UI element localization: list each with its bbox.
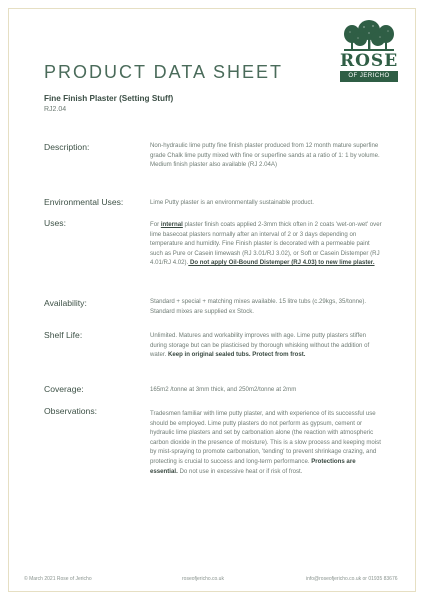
product-code: RJ2.04 [44, 106, 67, 113]
shelf-life-text [150, 331, 384, 360]
coverage-label: Coverage: [44, 384, 84, 394]
uses-text-part: For [150, 221, 161, 228]
observations-text-part: Do not use in excessive heat or if risk of frost. [177, 467, 303, 475]
trees-emblem-icon [342, 20, 396, 52]
observations-text-part: Tradesmen familiar with lime putty plaster, and with experience of its successful use should be employed. Lime putty plasters do not perform as gypsum, cement or hydraulic lime plasters and set by carbonation alone (the reaction with atmospheric carbon dioxide in the presence of moisture). This is a slow process and keeping moist by mist-spraying to promote carbonation, 'tending' to prevent shrinkage crazing, and protecting is crucial to success and long-term performance. [150, 410, 381, 465]
description-text: Non-hydraulic lime putty fine finish plaster produced from 12 month mature superfine grade Chalk lime putty mixed with fine or superfine sands at a ratio of 1: 1 by volume. Medium finish plaster also available (RJ 2.04A) [150, 142, 380, 169]
uses-text-part: . [186, 259, 189, 267]
footer-copyright: © March 2021 Rose of Jericho [24, 576, 92, 582]
description-label: Description: [44, 142, 90, 152]
environmental-label: Environmental Uses: [44, 197, 124, 207]
coverage-text: 165m2 /tonne at 3mm thick, and 250m2/tonne at 2mm [150, 386, 297, 393]
uses-text [150, 220, 384, 268]
product-name: Fine Finish Plaster (Setting Stuff) [44, 94, 174, 103]
footer-website-link[interactable]: roseofjericho.co.uk [182, 576, 224, 582]
observations-text [150, 409, 384, 476]
rose-of-jericho-logo [340, 20, 398, 82]
brand-subname: OF JERICHO [340, 71, 398, 82]
page-title: PRODUCT DATA SHEET [44, 62, 284, 82]
uses-label: Uses: [44, 218, 66, 228]
availability-label: Availability: [44, 298, 87, 308]
observations-protections-note: Protections are essential. [150, 457, 356, 475]
environmental-text: Lime Putty plaster is an environmentally sustainable product. [150, 199, 314, 206]
observations-label: Observations: [44, 406, 98, 416]
uses-internal-emphasis: internal [160, 221, 183, 228]
availability-text: Standard + special + matching mixes available. 15 litre tubs (c.29kgs, 35/tonne). Standard mixes are supplied ex Stock. [150, 298, 367, 315]
uses-warning: Do not apply Oil-Bound Distemper (RJ 4.03) to new lime plaster. [188, 259, 375, 267]
shelf-life-storage-note: Keep in original sealed tubs. Protect from frost. [167, 351, 306, 359]
shelf-life-label: Shelf Life: [44, 330, 83, 340]
brand-name: ROSE [340, 51, 399, 71]
footer-contact[interactable]: info@roseofjericho.co.uk or 01935 83676 [306, 576, 398, 582]
uses-text-part: plaster finish coats applied 2-3mm thick often in 2 coats 'wet-on-wet' over lime basecoat plasters normally after an interval of 2 or 3 days depending on temperature and humidity. Fine Finish plaster is decorated with a permeable paint such as Pure or Casein limewash (RJ 3.01/RJ 3.02), or Soft or Casein Distemper (RJ 4.01/RJ 4.02) [150, 221, 382, 267]
shelf-life-text-part: Unlimited. Matures and workability improves with age. Lime putty plasters stiffen during storage but can be plasticised by thorough whisking without the addition of water. [150, 332, 370, 359]
